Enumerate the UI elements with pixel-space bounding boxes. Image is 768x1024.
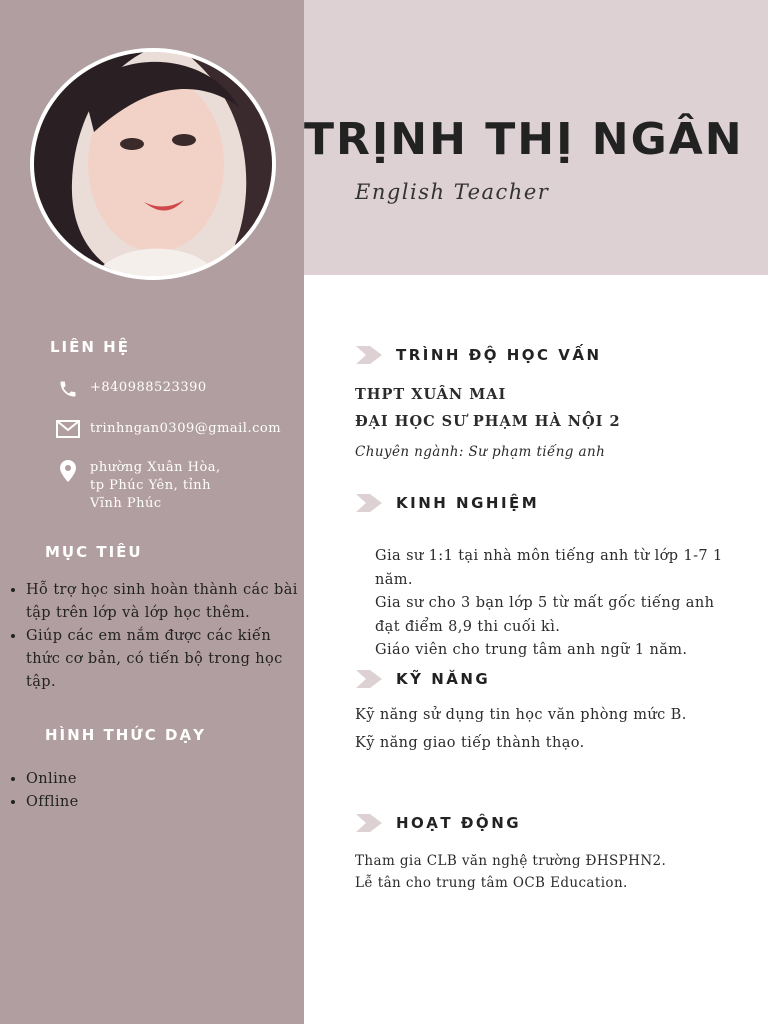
candidate-name: TRỊNH THỊ NGÂN [304,114,744,165]
skills-header [356,670,490,688]
experience-heading: KINH NGHIỆM [396,494,540,512]
list-item: • Hỗ trợ học sinh hoàn thành các bài tập trên lớp và lớp học thêm. [26,579,308,625]
activity-item: Tham gia CLB văn nghệ trường ĐHSPHN2. [355,853,667,869]
list-item: • Giúp các em nắm được các kiến thức cơ bản, có tiến bộ trong học tập. [26,625,308,694]
experience-item: Giáo viên cho trung tâm anh ngữ 1 năm. [375,642,688,658]
major: Chuyên ngành: Sư phạm tiếng anh [355,444,606,460]
email-icon [56,420,80,440]
education-heading: TRÌNH ĐỘ HỌC VẤN [396,346,602,364]
teaching-mode-list [8,768,286,814]
chevron-right-icon [356,814,382,832]
education-header [356,346,602,364]
skills-content [355,704,705,755]
contact-phone [56,379,207,399]
teaching-mode-heading: HÌNH THỨC DẠY [45,726,206,744]
job-title: English Teacher [355,180,550,204]
experience-item: Gia sư 1:1 tại nhà môn tiếng anh từ lớp 1-7 1 năm. [375,548,723,588]
phone-icon [56,379,80,399]
list-item: • Online [26,768,286,791]
contact-address [56,459,221,513]
profile-photo [30,48,276,280]
phone-number: +840988523390 [90,380,207,395]
education-content [355,386,755,474]
skills-heading: KỸ NĂNG [396,670,491,688]
school-name: ĐẠI HỌC SƯ PHẠM HÀ NỘI 2 [355,413,621,430]
objective-list [8,579,308,694]
school-name: THPT XUÂN MAI [355,386,507,403]
contact-heading: LIÊN HỆ [50,338,130,356]
skill-item: Kỹ năng sử dụng tin học văn phòng mức B. [355,707,687,723]
email-address: trinhngan0309@gmail.com [90,421,282,436]
chevron-right-icon [356,670,382,688]
experience-content [375,545,730,663]
address-text: phường Xuân Hòa, tp Phúc Yên, tỉnh Vĩnh Phúc [90,460,221,511]
contact-email [56,420,281,440]
experience-header [356,494,539,512]
chevron-right-icon [356,494,382,512]
list-item: • Offline [26,791,286,814]
objective-heading: MỤC TIÊU [45,543,143,561]
chevron-right-icon [356,346,382,364]
skill-item: Kỹ năng giao tiếp thành thạo. [355,734,585,751]
activities-content [355,850,745,894]
location-icon [56,459,80,479]
activities-header [356,814,521,832]
activities-heading: HOẠT ĐỘNG [396,814,522,832]
experience-item: Gia sư cho 3 bạn lớp 5 từ mất gốc tiếng anh đạt điểm 8,9 thi cuối kì. [375,595,715,635]
activity-item: Lễ tân cho trung tâm OCB Education. [355,875,628,891]
